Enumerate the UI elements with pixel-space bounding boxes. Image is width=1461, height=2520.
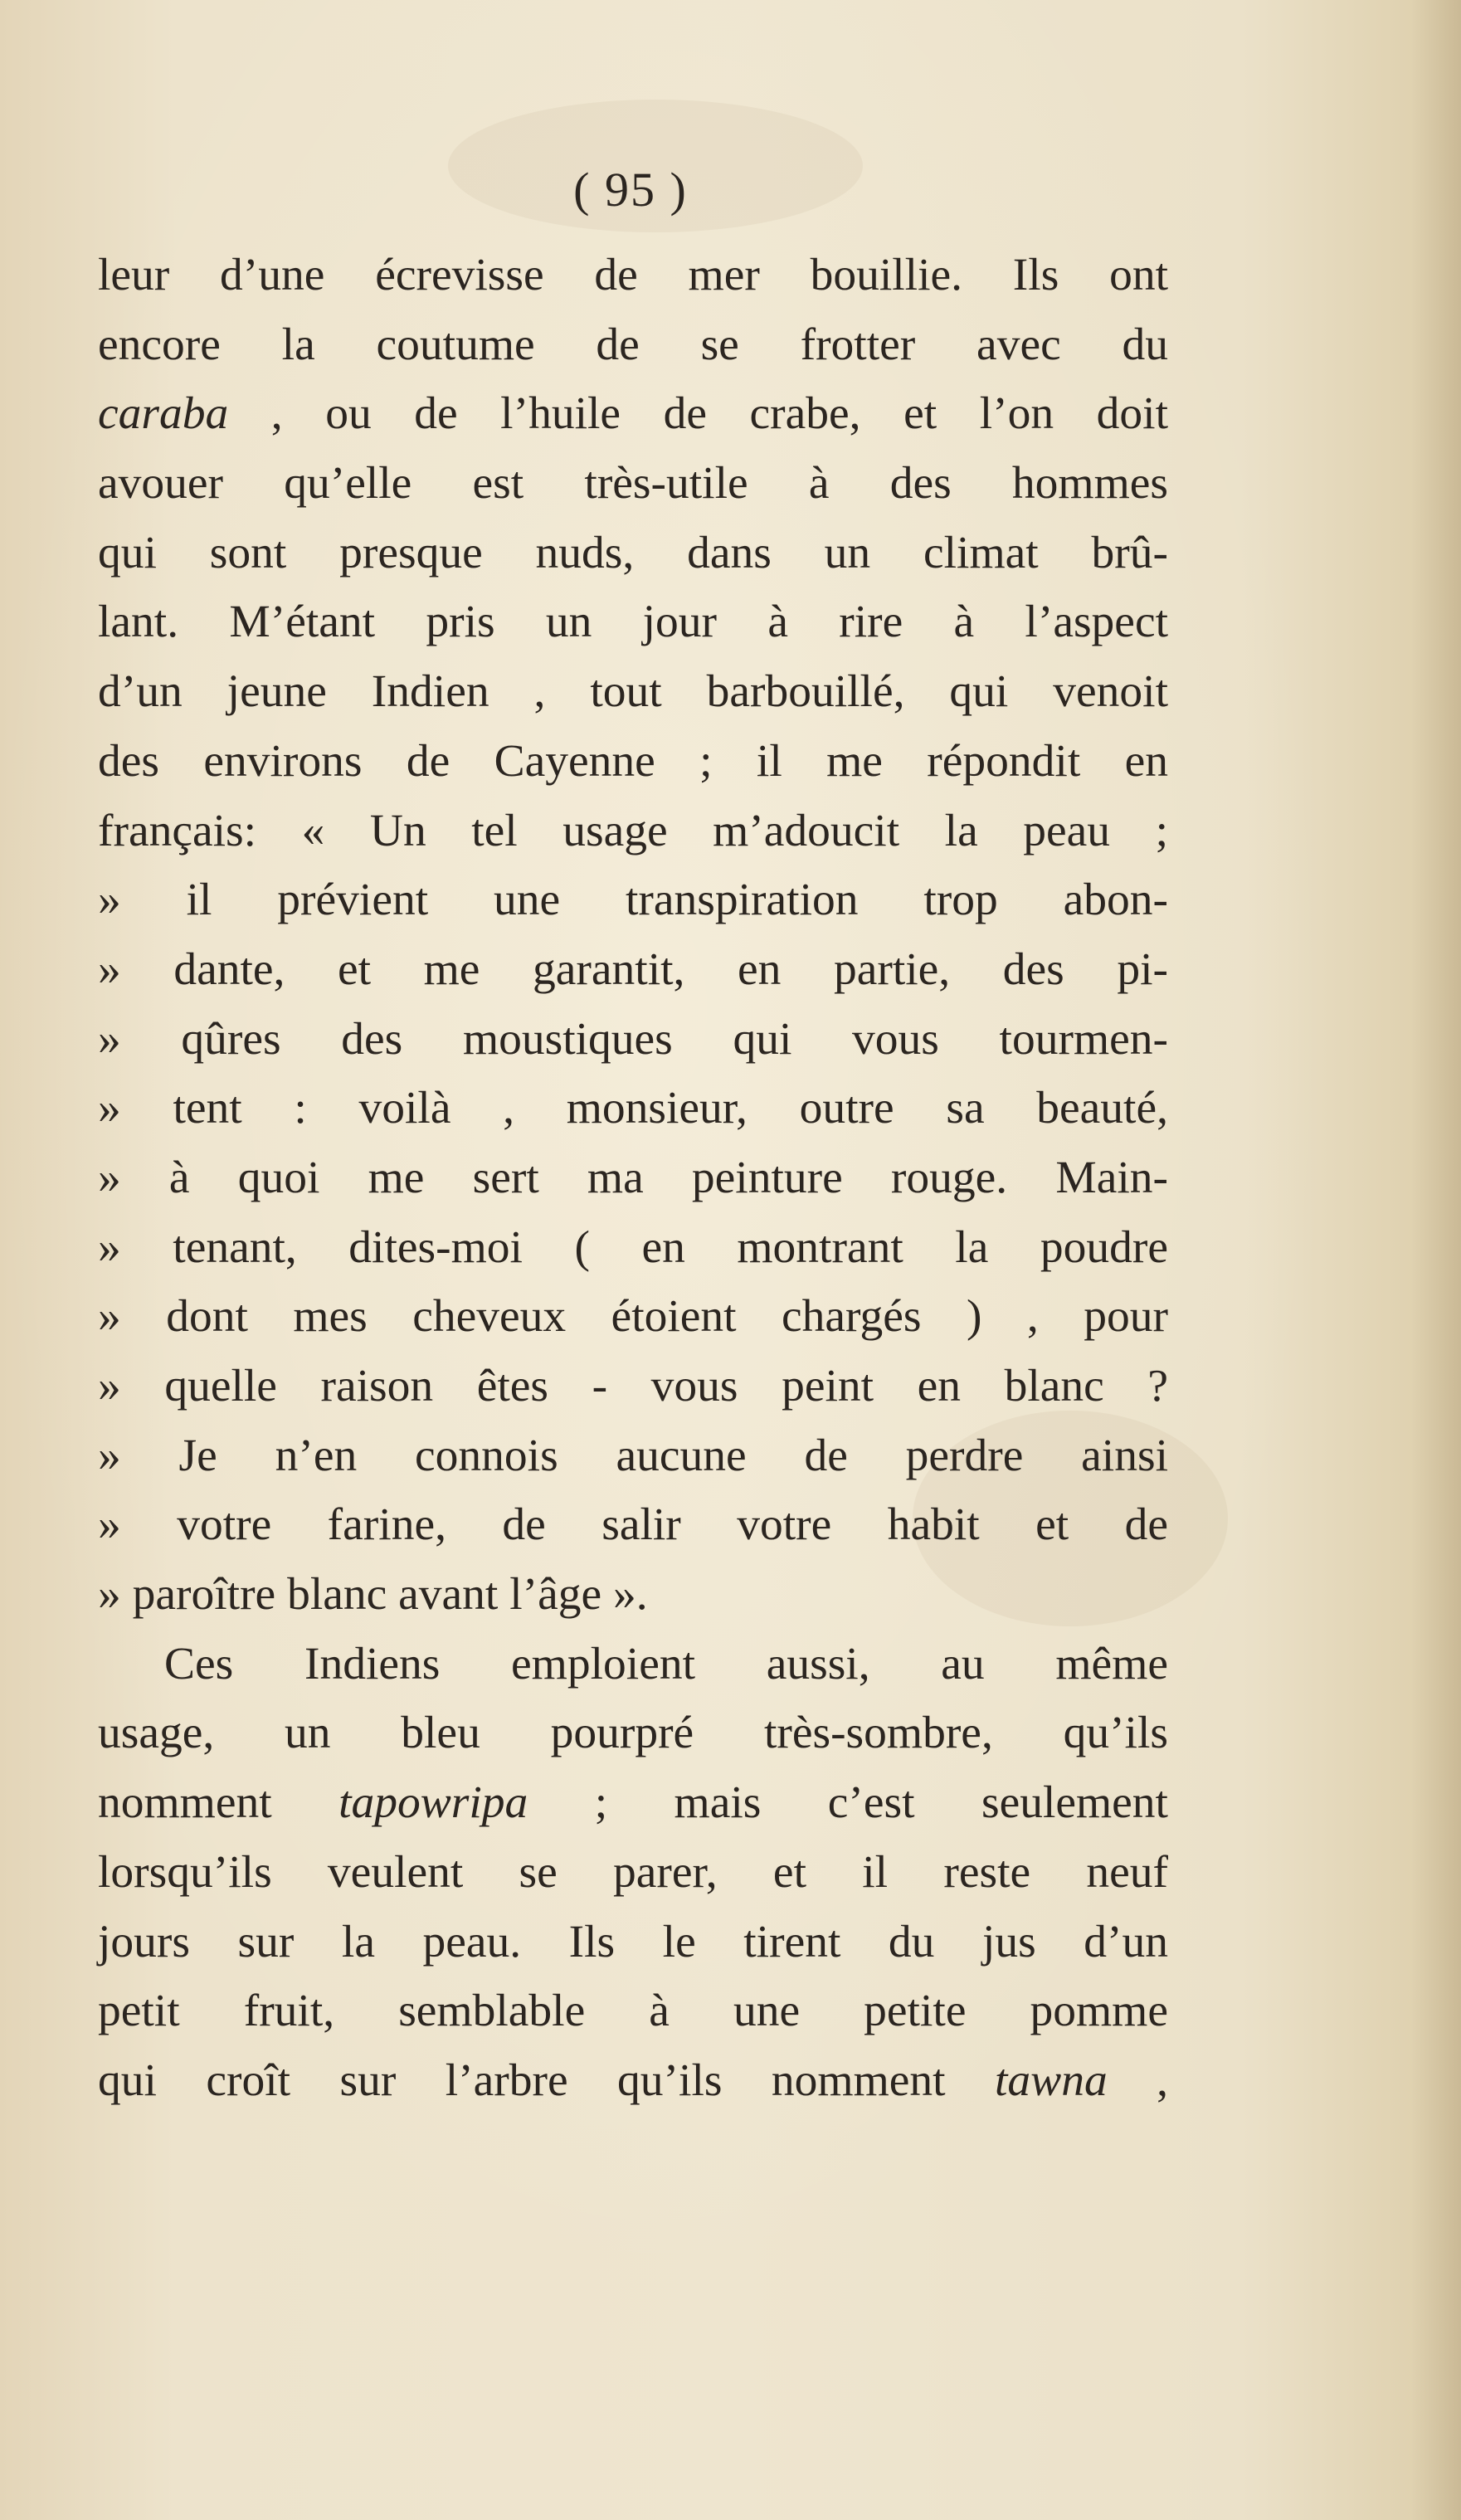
- text-line: » tent : voilà , monsieur, outre sa beauté,: [98, 1083, 1168, 1134]
- text-line: usage, un bleu pourpré très-sombre, qu’ils: [98, 1708, 1168, 1759]
- text-line: » votre farine, de salir votre habit et de: [98, 1499, 1168, 1551]
- text-line: Ces Indiens emploient aussi, au même: [164, 1638, 1168, 1689]
- text-line: » à quoi me sert ma peinture rouge. Main-: [98, 1152, 1168, 1203]
- italic-term: tapowripa: [338, 1777, 528, 1829]
- italic-term: caraba: [98, 388, 229, 440]
- text-line: nomment tapowripa ; mais c’est seulement: [98, 1777, 1168, 1829]
- text-line: » tenant, dites-moi ( en montrant la poudre: [98, 1221, 1168, 1273]
- text-line: » Je n’en connois aucune de perdre ainsi: [98, 1430, 1168, 1481]
- text-line: » quelle raison êtes - vous peint en blanc ?: [98, 1361, 1168, 1411]
- text-line: » dante, et me garantit, en partie, des pi-: [98, 943, 1168, 995]
- text-line: d’un jeune Indien , tout barbouillé, qui venoit: [98, 666, 1168, 718]
- text-line: » il prévient une transpiration trop abon-: [98, 875, 1168, 926]
- text-line: avouer qu’elle est très-utile à des hommes: [98, 458, 1168, 509]
- page-number: ( 95 ): [573, 163, 688, 217]
- text-line: leur d’une écrevisse de mer bouillie. Ils ont: [98, 250, 1168, 300]
- text-line: qui croît sur l’arbre qu’ils nomment tawna ,: [98, 2055, 1169, 2106]
- body-text: [98, 241, 1168, 2116]
- text-line: jours sur la peau. Ils le tirent du jus d’un: [98, 1916, 1168, 1967]
- page-edge-shadow: [1411, 0, 1461, 2520]
- text-line: qui sont presque nuds, dans un climat brû-: [98, 527, 1168, 578]
- text-line: lorsqu’ils veulent se parer, et il reste neuf: [98, 1846, 1168, 1898]
- text-line: » qûres des moustiques qui vous tourmen-: [98, 1013, 1168, 1065]
- text-line: français: « Un tel usage m’adoucit la peau ;: [98, 805, 1168, 856]
- text-line: lant. M’étant pris un jour à rire à l’aspect: [98, 597, 1168, 648]
- text-line: encore la coutume de se frotter avec du: [98, 319, 1168, 370]
- text-line: » dont mes cheveux étoient chargés ) , pour: [98, 1291, 1168, 1343]
- text-line: des environs de Cayenne ; il me répondit en: [98, 735, 1168, 787]
- text-line: caraba , ou de l’huile de crabe, et l’on doit: [98, 388, 1168, 440]
- text-line: petit fruit, semblable à une petite pomme: [98, 1986, 1168, 2037]
- italic-term: tawna: [995, 2055, 1108, 2106]
- text-line: » paroître blanc avant l’âge ».: [98, 1569, 648, 1621]
